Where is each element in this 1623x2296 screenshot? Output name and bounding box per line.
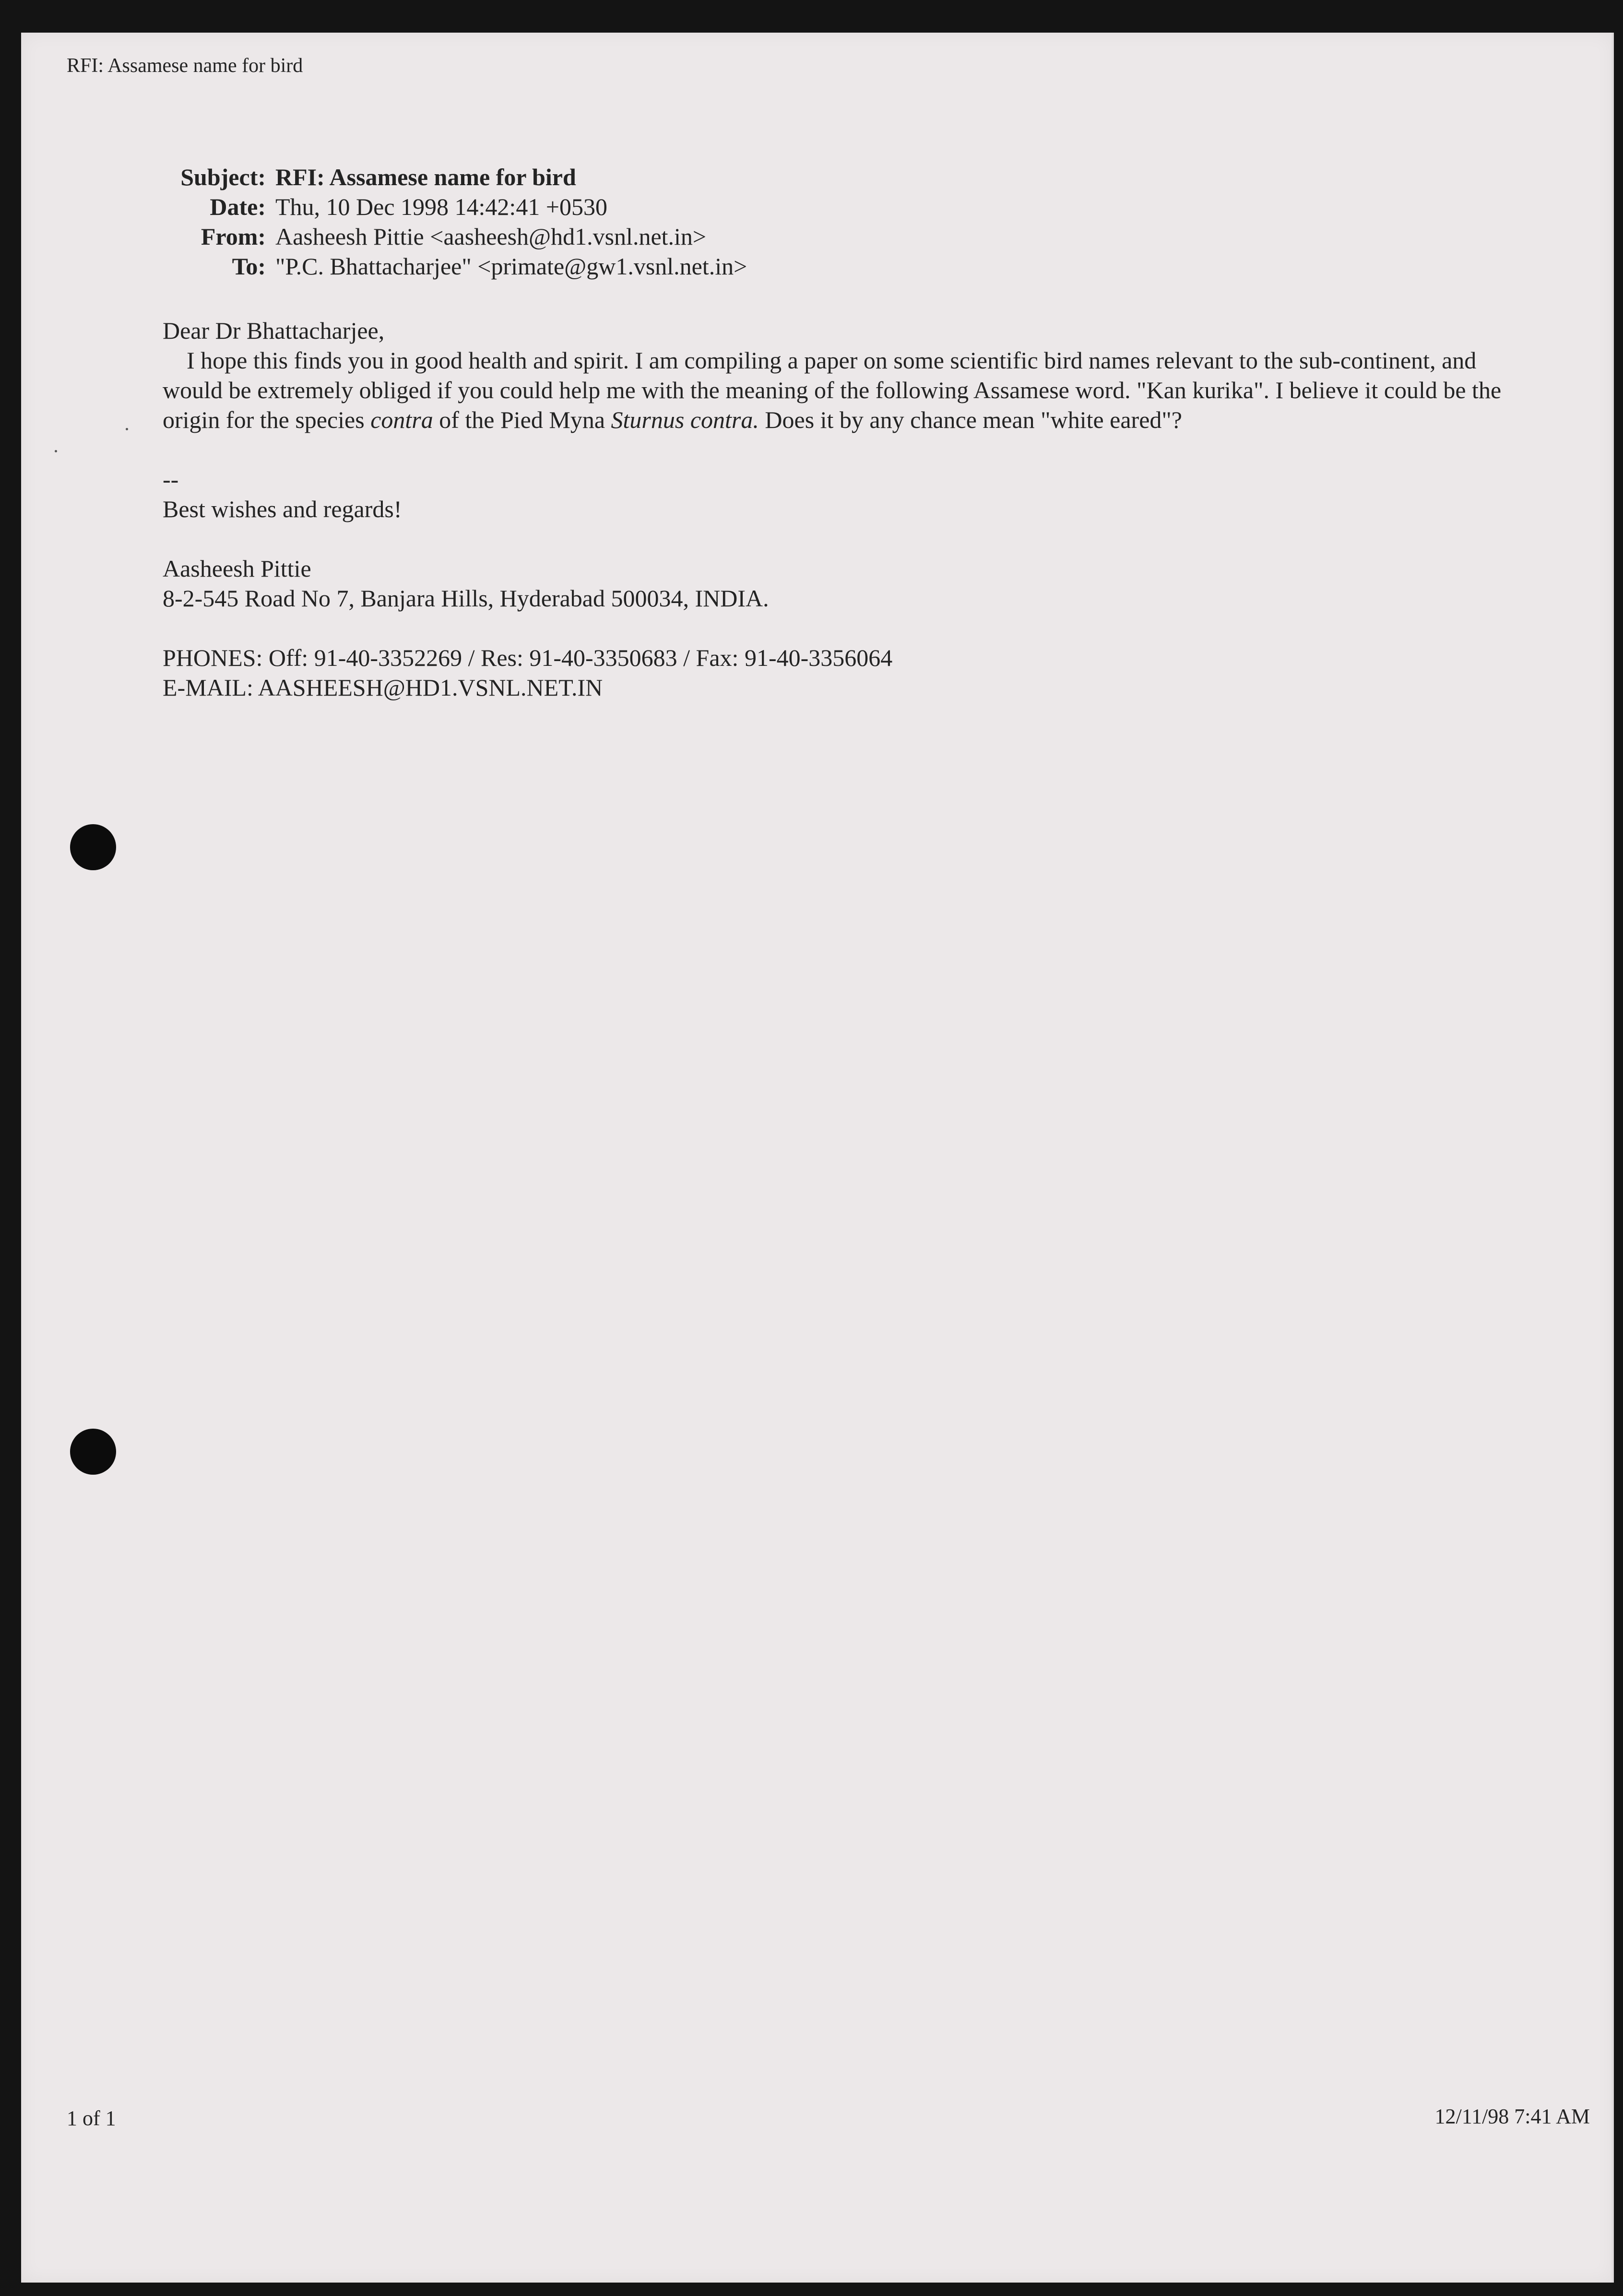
date-label: Date:	[210, 193, 266, 220]
print-timestamp: 12/11/98 7:41 AM	[1434, 2105, 1590, 2128]
body-text-part3: Does it by any chance mean "white eared"?	[758, 406, 1182, 433]
subject-row	[21, 162, 981, 192]
body-text-part2: of the Pied Myna	[433, 406, 611, 433]
body-paragraph	[163, 345, 1530, 435]
sender-name: Aasheesh Pittie	[163, 555, 311, 582]
scientific-name: Sturnus contra.	[611, 406, 759, 433]
page-count: 1 of 1	[67, 2107, 116, 2130]
species-name: contra	[370, 406, 433, 433]
to-row	[21, 251, 981, 281]
body-text-part1: I hope this finds you in good health and spirit. I am compiling a paper on some scientific bird names relevant to the sub-continent, and would be extremely obliged if you could help me with the meaning of the following Assamese word. "Kan kurika". I believe it could be the origin for the species	[163, 347, 1502, 433]
sender-email: E-MAIL: AASHEESH@HD1.VSNL.NET.IN	[163, 674, 603, 701]
date-value: Thu, 10 Dec 1998 14:42:41 +0530	[275, 193, 608, 220]
paper-sheet	[21, 33, 1614, 2283]
page-header-title: RFI: Assamese name for bird	[67, 55, 303, 77]
from-label: From:	[201, 223, 266, 250]
to-value: "P.C. Bhattacharjee" <primate@gw1.vsnl.net.in>	[275, 253, 747, 280]
paper-speck	[126, 428, 128, 430]
subject-value: RFI: Assamese name for bird	[275, 164, 576, 190]
punch-hole-bottom	[70, 1429, 116, 1475]
email-header-block	[21, 162, 981, 281]
sender-address: 8-2-545 Road No 7, Banjara Hills, Hyderabad 500034, INDIA.	[163, 585, 769, 612]
punch-hole-top	[70, 824, 116, 870]
from-row	[21, 222, 981, 251]
sender-phones: PHONES: Off: 91-40-3352269 / Res: 91-40-3350683 / Fax: 91-40-3356064	[163, 644, 893, 671]
greeting: Dear Dr Bhattacharjee,	[163, 317, 385, 344]
date-row	[21, 192, 981, 222]
subject-label: Subject:	[180, 164, 266, 190]
from-value: Aasheesh Pittie <aasheesh@hd1.vsnl.net.in>	[275, 223, 707, 250]
to-label: To:	[232, 253, 266, 280]
closing-line: Best wishes and regards!	[163, 496, 402, 522]
signature-separator: --	[163, 466, 179, 493]
paper-speck	[55, 450, 57, 452]
email-body	[163, 316, 1530, 702]
